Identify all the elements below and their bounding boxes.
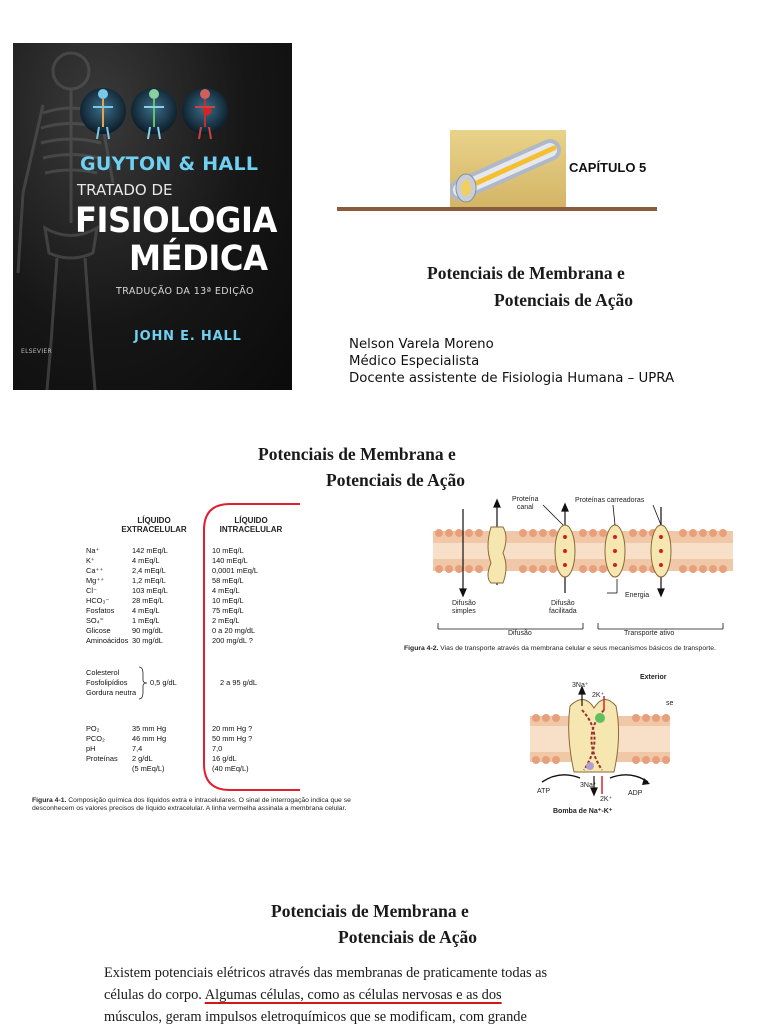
label-k-bottom: 2K⁺ xyxy=(600,796,613,803)
label-na-bottom: 3Na⁺ xyxy=(580,782,597,789)
slide1-title-line1: Potenciais de Membrana e xyxy=(427,263,625,283)
label-energy: Energia xyxy=(625,592,650,599)
neuron-axon-illustration xyxy=(450,130,566,207)
table-row: PCO₂ 46 mm Hg 50 mm Hg ? xyxy=(86,734,253,743)
protein-notes: (5 mEq/L) (40 mEq/L) xyxy=(132,764,249,773)
label-active-transport: Transporte ativo xyxy=(624,630,675,637)
slide2-title-line1: Potenciais de Membrana e xyxy=(258,444,456,464)
table-row: SO₄⁼ 1 mEq/L 2 mEq/L xyxy=(86,616,240,625)
label-cut-text: se xyxy=(666,700,674,707)
cover-author: JOHN E. HALL xyxy=(134,329,242,344)
table-row: Glicose 90 mg/dL 0 a 20 mg/dL xyxy=(86,626,256,635)
header-intracellular: LÍQUIDO INTRACELULAR xyxy=(219,516,283,534)
figure-4-2-caption: Figura 4-2. Vias de transporte através da membrana celular e seus mecanismos básicos de transporte. xyxy=(404,645,716,652)
slide3-body xyxy=(104,962,576,1024)
slide3-title-line2: Potenciais de Ação xyxy=(338,927,478,947)
highlight-underline: Algumas células, como as células nervosas e as dos xyxy=(204,987,502,1003)
body-line-3: músculos, geram impulsos eletroquímicos que se modificam, com grande xyxy=(104,1009,527,1024)
lipid-values: 0,5 g/dL 2 a 95 g/dL xyxy=(150,678,257,687)
cover-series: GUYTON & HALL xyxy=(80,153,259,175)
lipid-label: Colesterol xyxy=(86,668,120,677)
table-row: Fosfatos 4 mEq/L 75 mEq/L xyxy=(86,606,244,615)
author-block xyxy=(349,336,674,387)
lipid-label: Gordura neutra xyxy=(86,688,137,697)
cover-line3: MÉDICA xyxy=(129,239,268,279)
label-diffusion: Difusão xyxy=(508,630,532,637)
label-atp: ATP xyxy=(537,788,551,795)
author-position: Docente assistente de Fisiologia Humana – UPRA xyxy=(349,371,675,386)
label-facilitated-diffusion: Difusão facilitada xyxy=(549,600,577,615)
chapter-rule xyxy=(337,207,657,211)
table-row: K⁺ 4 mEq/L 140 mEq/L xyxy=(86,556,248,565)
highlight-underline: músculos, xyxy=(104,1009,162,1024)
table-row: pH 7,4 7,0 xyxy=(86,744,223,753)
table-row: Cl⁻ 103 mEq/L 4 mEq/L xyxy=(86,586,240,595)
table-row: Aminoácidos 30 mg/dL 200 mg/dL ? xyxy=(86,636,253,645)
table-row: Ca⁺⁺ 2,4 mEq/L 0,0001 mEq/L xyxy=(86,566,259,575)
cover-line2: FISIOLOGIA xyxy=(75,201,277,241)
label-na-top: 3Na⁺ xyxy=(572,682,589,689)
header-extracellular: LÍQUIDO EXTRACELULAR xyxy=(121,516,187,534)
label-k-top: 2K⁺ xyxy=(592,692,605,699)
label-exterior: Exterior xyxy=(640,674,667,681)
chapter-label: CAPÍTULO 5 xyxy=(569,160,647,175)
label-simple-diffusion: Difusão simples xyxy=(452,600,476,615)
sodium-potassium-pump-diagram xyxy=(530,686,670,806)
body-line-2: células do corpo. Algumas células, como as células nervosas e as dos xyxy=(104,987,502,1003)
table-row: HCO₃⁻ 28 mEq/L 10 mEq/L xyxy=(86,596,244,605)
label-adp: ADP xyxy=(628,790,643,797)
figure-4-1-caption: Figura 4-1. Composição química dos líquidos extra e intracelulares. O sinal de interrogação indica que se desconhecem os valores precisos de líquido extracelular. A linha vermelha assinala a membrana celular. xyxy=(32,797,351,813)
slide3-title-line1: Potenciais de Membrana e xyxy=(271,901,469,921)
author-role: Médico Especialista xyxy=(349,354,480,369)
figure-4-1-table xyxy=(80,502,320,792)
anatomy-lymph-icon xyxy=(131,88,177,139)
label-channel-protein: Proteína canal xyxy=(512,496,539,511)
table-row: PO₂ 35 mm Hg 20 mm Hg ? xyxy=(86,724,253,733)
chapter-image xyxy=(450,130,566,207)
table-row: Proteínas 2 g/dL 16 g/dL xyxy=(86,754,237,763)
cover-line1: TRATADO DE xyxy=(77,181,173,199)
cover-publisher: ELSEVIER xyxy=(21,348,52,355)
slide2-title-line2: Potenciais de Ação xyxy=(326,470,466,490)
figure-4-2-diagram xyxy=(433,497,733,637)
anatomy-circles xyxy=(79,81,229,145)
author-name: Nelson Varela Moreno xyxy=(349,337,494,352)
body-line-1: Existem potenciais elétricos através das membranas de praticamente todas as xyxy=(104,965,548,981)
lipid-label: Fosfolipídios xyxy=(86,678,128,687)
lipid-brace xyxy=(138,666,148,700)
anatomy-cardio-icon xyxy=(182,88,228,139)
label-carrier-proteins: Proteínas carreadoras xyxy=(575,497,645,504)
table-row: Na⁺ 142 mEq/L 10 mEq/L xyxy=(86,546,244,555)
slide1-title-line2: Potenciais de Ação xyxy=(494,290,634,310)
anatomy-nervous-icon xyxy=(80,88,126,139)
table-row: Mg⁺⁺ 1,2 mEq/L 58 mEq/L xyxy=(86,576,244,585)
book-cover xyxy=(13,43,292,390)
cover-edition: TRADUÇÃO DA 13ª EDIÇÃO xyxy=(116,286,254,297)
label-pump-title: Bomba de Na⁺-K⁺ xyxy=(553,808,613,815)
